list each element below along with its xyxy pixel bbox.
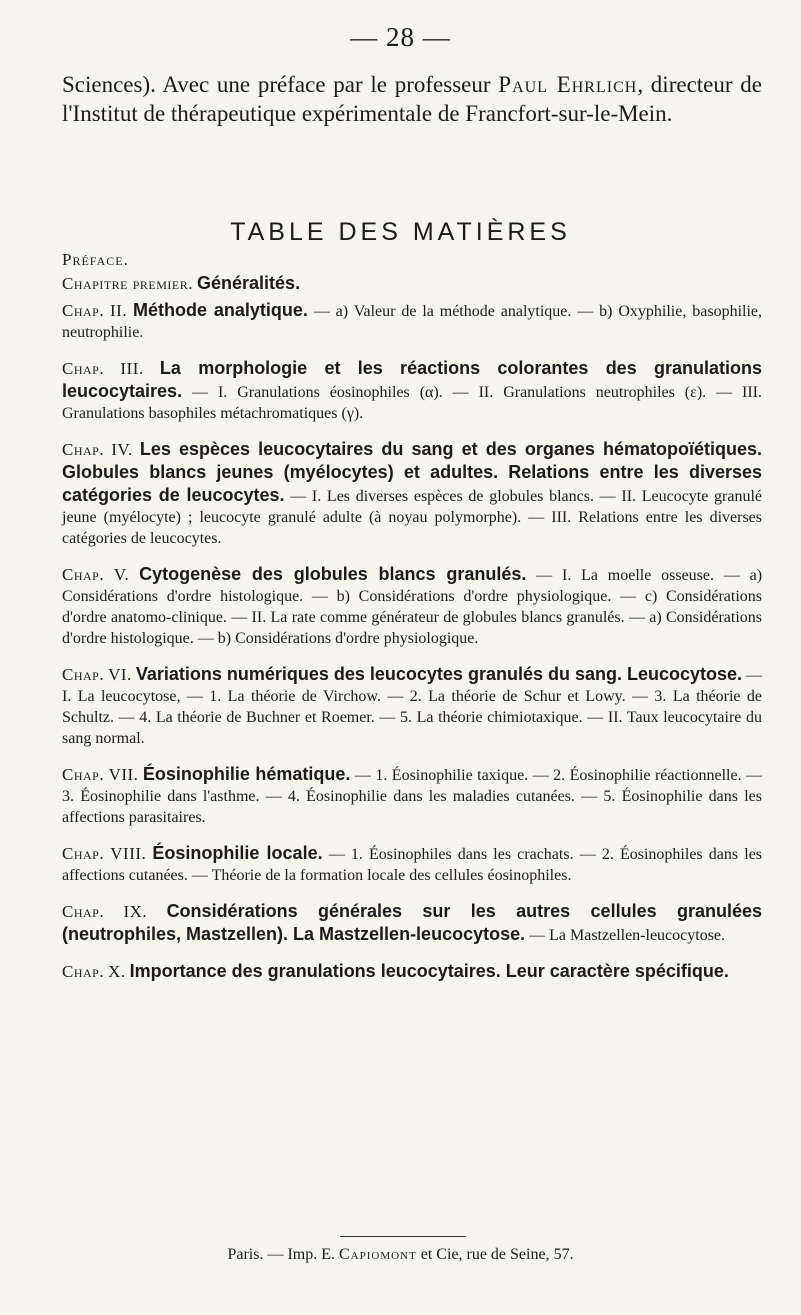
chapter-description: — I. Les diverses espèces de globules blancs. — II. Leucocyte granulé jeune (myélocyte) ; leucocyte granulé adulte (à noyau polymorphe). — III. Relations entre les diverses catégories de leucocytes.	[62, 488, 763, 547]
toc-entry-chapter-4	[62, 438, 762, 549]
chapter-number: VI.	[108, 665, 132, 684]
chapter-description: — I. Granulations éosinophiles (α). — II. Granulations neutrophiles (ε). — III. Granulations basophiles métachromatiques (γ).	[62, 384, 763, 422]
toc-title: TABLE DES MATIÈRES	[230, 218, 571, 246]
colophon-rule	[340, 1236, 466, 1237]
chapter-number: III.	[120, 359, 144, 378]
chapter-title: Éosinophilie hématique.	[142, 764, 351, 784]
toc-entry-chapter-2	[62, 299, 762, 343]
chapter-title: La morphologie et les réactions colorantes des granulations leucocytaires.	[62, 358, 762, 401]
chapter-title: Importance des granulations leucocytaires. Leur caractère spécifique.	[129, 961, 729, 981]
chapter-label: Chapitre premier.	[62, 274, 194, 293]
chapter-label: Chap.	[62, 765, 105, 784]
chapter-label: Chap.	[62, 565, 105, 584]
intro-text-after: , directeur de l'Institut de thérapeutique expérimentale de Francfort-sur-le-Mein.	[62, 72, 762, 126]
chapter-label: Chap.	[62, 665, 105, 684]
chapter-label: Chap.	[62, 962, 105, 981]
colophon	[0, 1246, 801, 1264]
chapter-title: Cytogenèse des globules blancs granulés.	[139, 564, 527, 584]
chapter-title: Les espèces leucocytaires du sang et des organes hématopoïétiques. Globules blancs jeunes (myélocytes) et adultes. Relations entre les diverses catégories de leucocytes.	[62, 439, 763, 505]
chapter-description: — 1. Éosinophilie taxique. — 2. Éosinophilie réactionnelle. — 3. Éosinophilie dans l'asthme. — 4. Éosinophilie dans les maladies cutanées. — 5. Éosinophilie dans les affections parasitaires.	[62, 767, 763, 826]
chapter-label: Chap.	[62, 359, 105, 378]
chapter-description: — a) Valeur de la méthode analytique. — b) Oxyphilie, basophilie, neutrophilie.	[62, 303, 763, 341]
chapter-label: Chap.	[62, 902, 105, 921]
chapter-number: II.	[110, 301, 128, 320]
chapter-number: V.	[113, 565, 130, 584]
table-of-contents	[62, 272, 762, 997]
chapter-title: Considérations générales sur les autres cellules granulées (neutrophiles, Mastzellen). La Mastzellen-leucocytose.	[62, 901, 762, 944]
chapter-number: IX.	[123, 902, 148, 921]
chapter-description: — I. La moelle osseuse. — a) Considérations d'ordre histologique. — b) Considérations d'ordre physiologique. — c) Considérations d'ordre anatomo-clinique. — II. La rate comme générateur de globules blancs granulés. — a) Considérations d'ordre histologique. — b) Considérations d'ordre physiologique.	[62, 567, 763, 647]
toc-entry-chapter-8	[62, 842, 762, 886]
chapter-number: VIII.	[110, 844, 147, 863]
intro-author: Paul Ehrlich	[498, 72, 638, 97]
intro-text-before: Sciences). Avec une préface par le professeur	[62, 72, 499, 97]
toc-entry-chapter-5	[62, 563, 762, 649]
chapter-title: Méthode analytique.	[132, 300, 308, 320]
chapter-description: — La Mastzellen-leucocytose.	[529, 927, 726, 944]
chapter-number: IV.	[111, 440, 133, 459]
chapter-label: Chap.	[62, 301, 105, 320]
chapter-number: X.	[108, 962, 126, 981]
page-number: — 28 —	[350, 22, 451, 52]
chapter-title: Éosinophilie locale.	[152, 843, 323, 863]
toc-entry-chapter-6	[62, 663, 762, 749]
toc-preface: Préface.	[62, 250, 129, 269]
chapter-label: Chap.	[62, 844, 105, 863]
chapter-number: VII.	[108, 765, 139, 784]
chapter-title: Généralités.	[197, 273, 301, 293]
chapter-description: — I. La leucocytose, — 1. La théorie de Virchow. — 2. La théorie de Schur et Lowy. — 3. La théorie de Schultz. — 4. La théorie de Buchner et Roemer. — 5. La théorie chimiotaxique. — II. Taux leucocytaire du sang normal.	[62, 667, 763, 747]
colophon-printer: Capiomont	[338, 1246, 417, 1263]
colophon-before: Paris. — Imp. E.	[227, 1246, 339, 1263]
toc-entry-chapter-3	[62, 357, 762, 424]
chapter-list	[62, 299, 762, 983]
chapter-description: — 1. Éosinophiles dans les crachats. — 2. Éosinophiles dans les affections cutanées. — Théorie de la formation locale des cellules éosinophiles.	[62, 846, 763, 884]
chapter-title: Variations numériques des leucocytes granulés du sang. Leucocytose.	[135, 664, 743, 684]
toc-entry-chapter-10	[62, 960, 762, 983]
intro-paragraph	[62, 70, 762, 128]
toc-entry-chapter-7	[62, 763, 762, 828]
toc-entry-chapter-1	[62, 272, 762, 295]
toc-entry-chapter-9	[62, 900, 762, 946]
chapter-label: Chap.	[62, 440, 105, 459]
colophon-after: et Cie, rue de Seine, 57.	[416, 1246, 574, 1263]
